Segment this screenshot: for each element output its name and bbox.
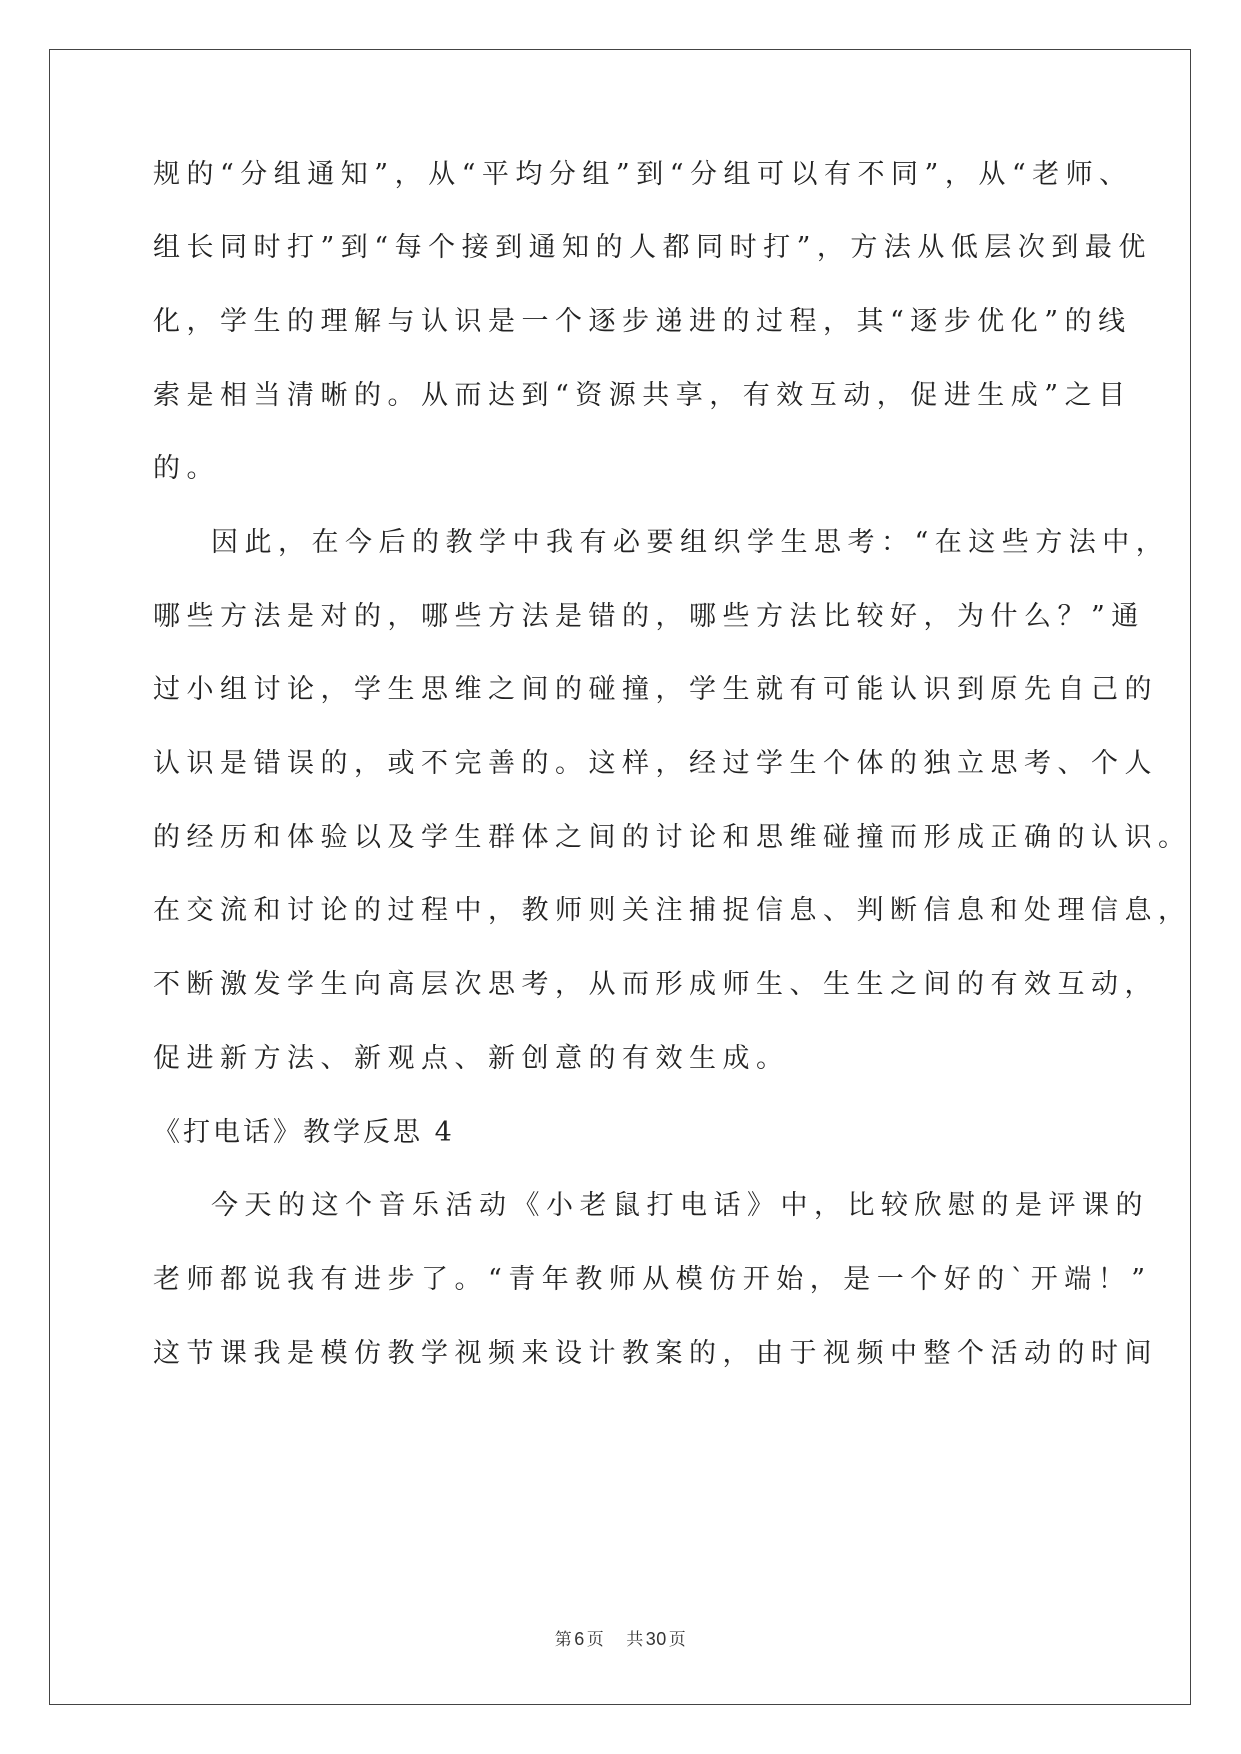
page-number: 6	[574, 1629, 585, 1649]
paragraph-first-line: 因此，在今后的教学中我有必要组织学生思考：“在这些方法中，	[211, 527, 1170, 558]
text-line: 过小组讨论，学生思维之间的碰撞，学生就有可能认识到原先自己的	[153, 674, 1158, 705]
text-line: 促进新方法、新观点、新创意的有效生成。	[153, 1043, 790, 1074]
text-line: 在交流和讨论的过程中，教师则关注捕捉信息、判断信息和处理信息，	[153, 895, 1192, 926]
text-line: 的。	[153, 453, 220, 484]
text-line: 规的“分组通知”，从“平均分组”到“分组可以有不同”，从“老师、	[153, 159, 1133, 190]
section-heading: 《打电话》教学反思 4	[153, 1117, 455, 1148]
total-pages: 30	[645, 1629, 667, 1649]
text-line: 化，学生的理解与认识是一个逐步递进的过程，其“逐步优化”的线	[153, 306, 1132, 337]
text-line: 哪些方法是对的，哪些方法是错的，哪些方法比较好，为什么？”通	[153, 601, 1145, 632]
text-line: 组长同时打”到“每个接到通知的人都同时打”，方法从低层次到最优	[153, 232, 1152, 263]
text-line: 索是相当清晰的。从而达到“资源共享，有效互动，促进生成”之目	[153, 380, 1132, 411]
page-footer	[0, 1628, 1241, 1651]
page-suffix: 页	[586, 1630, 605, 1650]
page-prefix: 第	[554, 1630, 573, 1650]
text-line: 不断激发学生向高层次思考，从而形成师生、生生之间的有效互动，	[153, 969, 1158, 1000]
paragraph-first-line: 今天的这个音乐活动《小老鼠打电话》中，比较欣慰的是评课的	[211, 1190, 1149, 1221]
text-line: 认识是错误的，或不完善的。这样，经过学生个体的独立思考、个人	[153, 748, 1158, 779]
text-line: 老师都说我有进步了。“青年教师从模仿开始，是一个好的`开端！”	[153, 1264, 1152, 1295]
total-suffix: 页	[668, 1630, 687, 1650]
text-line: 这节课我是模仿教学视频来设计教案的，由于视频中整个活动的时间	[153, 1338, 1158, 1369]
page-border	[49, 49, 1191, 1705]
total-prefix: 共	[626, 1630, 644, 1650]
text-line: 的经历和体验以及学生群体之间的讨论和思维碰撞而形成正确的认识。	[153, 822, 1192, 853]
